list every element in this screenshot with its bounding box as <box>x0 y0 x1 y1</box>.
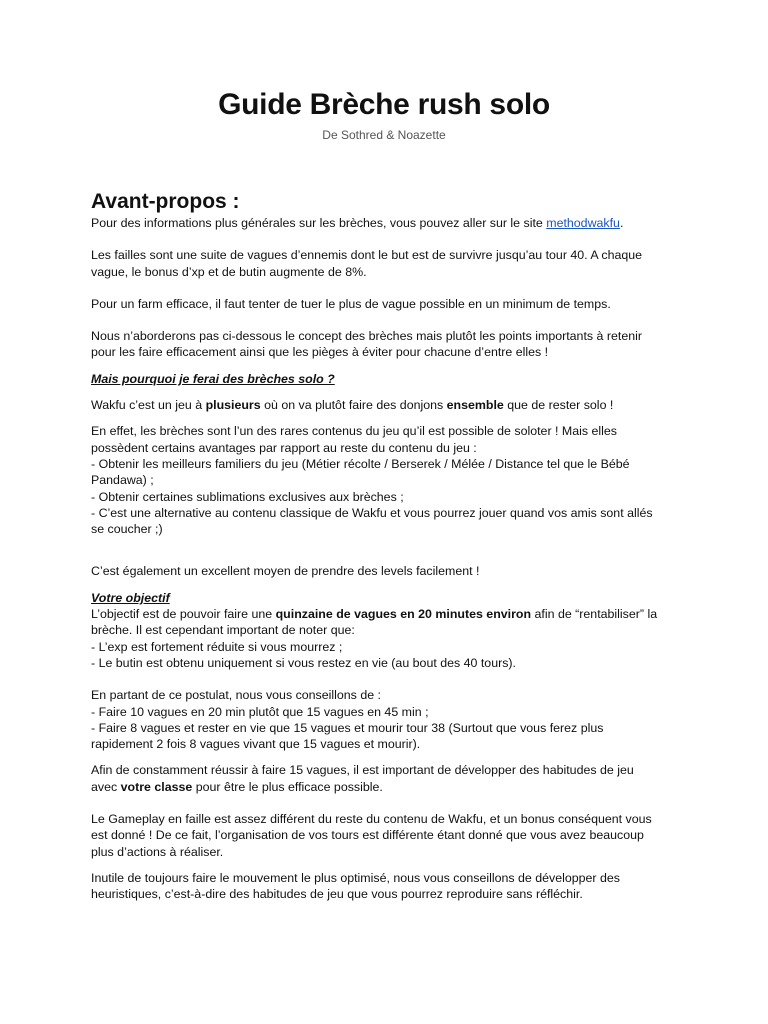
text-line: pour les faire efficacement ainsi que les pièges à éviter pour chacune d’entre elles ! <box>91 345 549 360</box>
text-line: Le Gameplay en faille est assez différent du reste du contenu de Wakfu, et un bonus conséquent vous <box>91 812 652 827</box>
list-item-cont: se coucher ;) <box>91 522 163 537</box>
authors-subtitle: De Sothred & Noazette <box>322 128 446 142</box>
bold-text: plusieurs <box>205 398 261 413</box>
section-heading-objectif: Votre objectif <box>91 590 170 605</box>
list-item: - Faire 8 vagues et rester en vie que 15 vagues et mourir tour 38 (Surtout que vous ferez plus <box>91 720 604 735</box>
list-item: - Le butin est obtenu uniquement si vous restez en vie (au bout des 40 tours). <box>91 655 516 670</box>
text-line: Afin de constamment réussir à faire 15 vagues, il est important de développer des habitudes de jeu <box>91 763 634 778</box>
text: avec <box>91 779 121 794</box>
section-heading-pourquoi: Mais pourquoi je ferai des brèches solo ? <box>91 371 335 386</box>
text-line: En partant de ce postulat, nous vous conseillons de : <box>91 688 381 703</box>
bold-text: ensemble <box>446 398 504 413</box>
bold-text: votre classe <box>120 779 193 794</box>
list-item: - Faire 10 vagues en 20 min plutôt que 15 vagues en 45 min ; <box>91 704 429 719</box>
list-item: - Obtenir les meilleurs familiers du jeu (Métier récolte / Berserek / Mélée / Distance tel que le Bébé <box>91 456 630 471</box>
text-line: Nous n’aborderons pas ci-dessous le concept des brèches mais plutôt les points importants à retenir <box>91 329 642 344</box>
paragraph-info <box>91 215 681 231</box>
document-body <box>91 190 681 903</box>
text-line: est donné ! De ce fait, l’organisation de vos tours est différente étant donné que vous avez beaucoup <box>91 828 644 843</box>
text-line: vague, le bonus d’xp et de butin augmente de 8%. <box>91 264 367 279</box>
list-item: - C’est une alternative au contenu classique de Wakfu et vous pourrez jouer quand vos amis sont allés <box>91 505 653 520</box>
paragraph-levels: C’est également un excellent moyen de prendre des levels facilement ! <box>91 564 480 579</box>
paragraph-failles <box>91 247 681 280</box>
page-title: Guide Brèche rush solo <box>218 88 550 121</box>
paragraph-gameplay <box>91 811 681 860</box>
section-heading-avant-propos: Avant-propos : <box>91 190 240 213</box>
text-line: Les failles sont une suite de vagues d’ennemis dont le but est de survivre jusqu’au tour 40. A chaque <box>91 248 643 263</box>
text-line: plus d’actions à réaliser. <box>91 844 224 859</box>
paragraph-objectif <box>91 606 681 671</box>
list-item: - Obtenir certaines sublimations exclusives aux brèches ; <box>91 489 404 504</box>
paragraph-conseils <box>91 687 681 752</box>
text: où on va plutôt faire des donjons <box>260 398 447 413</box>
paragraph-farm: Pour un farm efficace, il faut tenter de tuer le plus de vague possible en un minimum de temps. <box>91 296 611 311</box>
list-item-cont: Pandawa) ; <box>91 473 154 488</box>
text-line: Inutile de toujours faire le mouvement le plus optimisé, nous vous conseillons de développer des <box>91 870 620 885</box>
paragraph-wakfu-jeu <box>91 397 681 413</box>
text-line: possèdent certains avantages par rapport au reste du contenu du jeu : <box>91 440 477 455</box>
text: Wakfu c’est un jeu à <box>91 398 206 413</box>
text-line: heuristiques, c’est-à-dire des habitudes de jeu que vous pourrez reproduire sans réfléchir. <box>91 887 583 902</box>
text: L’objectif est de pouvoir faire une <box>91 607 276 622</box>
text: afin de “rentabiliser” la <box>531 607 658 622</box>
text: que de rester solo ! <box>503 398 614 413</box>
paragraph-heuristiques <box>91 870 681 903</box>
bold-text: quinzaine de vagues en 20 minutes environ <box>275 607 532 622</box>
paragraph-avantages <box>91 423 681 537</box>
paragraph-concept <box>91 328 681 361</box>
text-line: En effet, les brèches sont l’un des rares contenus du jeu qu’il est possible de soloter ! Mais elles <box>91 424 617 439</box>
list-item: - L’exp est fortement réduite si vous mourrez ; <box>91 639 343 654</box>
text: Pour des informations plus générales sur les brèches, vous pouvez aller sur le site <box>91 216 547 230</box>
methodwakfu-link[interactable]: methodwakfu <box>546 216 620 230</box>
list-item-cont: rapidement 2 fois 8 vagues vivant que 15 vagues et mourir). <box>91 737 421 752</box>
text: pour être le plus efficace possible. <box>192 779 383 794</box>
text-line: brèche. Il est cependant important de noter que: <box>91 623 355 638</box>
text: . <box>619 216 624 230</box>
paragraph-habitudes <box>91 762 681 795</box>
